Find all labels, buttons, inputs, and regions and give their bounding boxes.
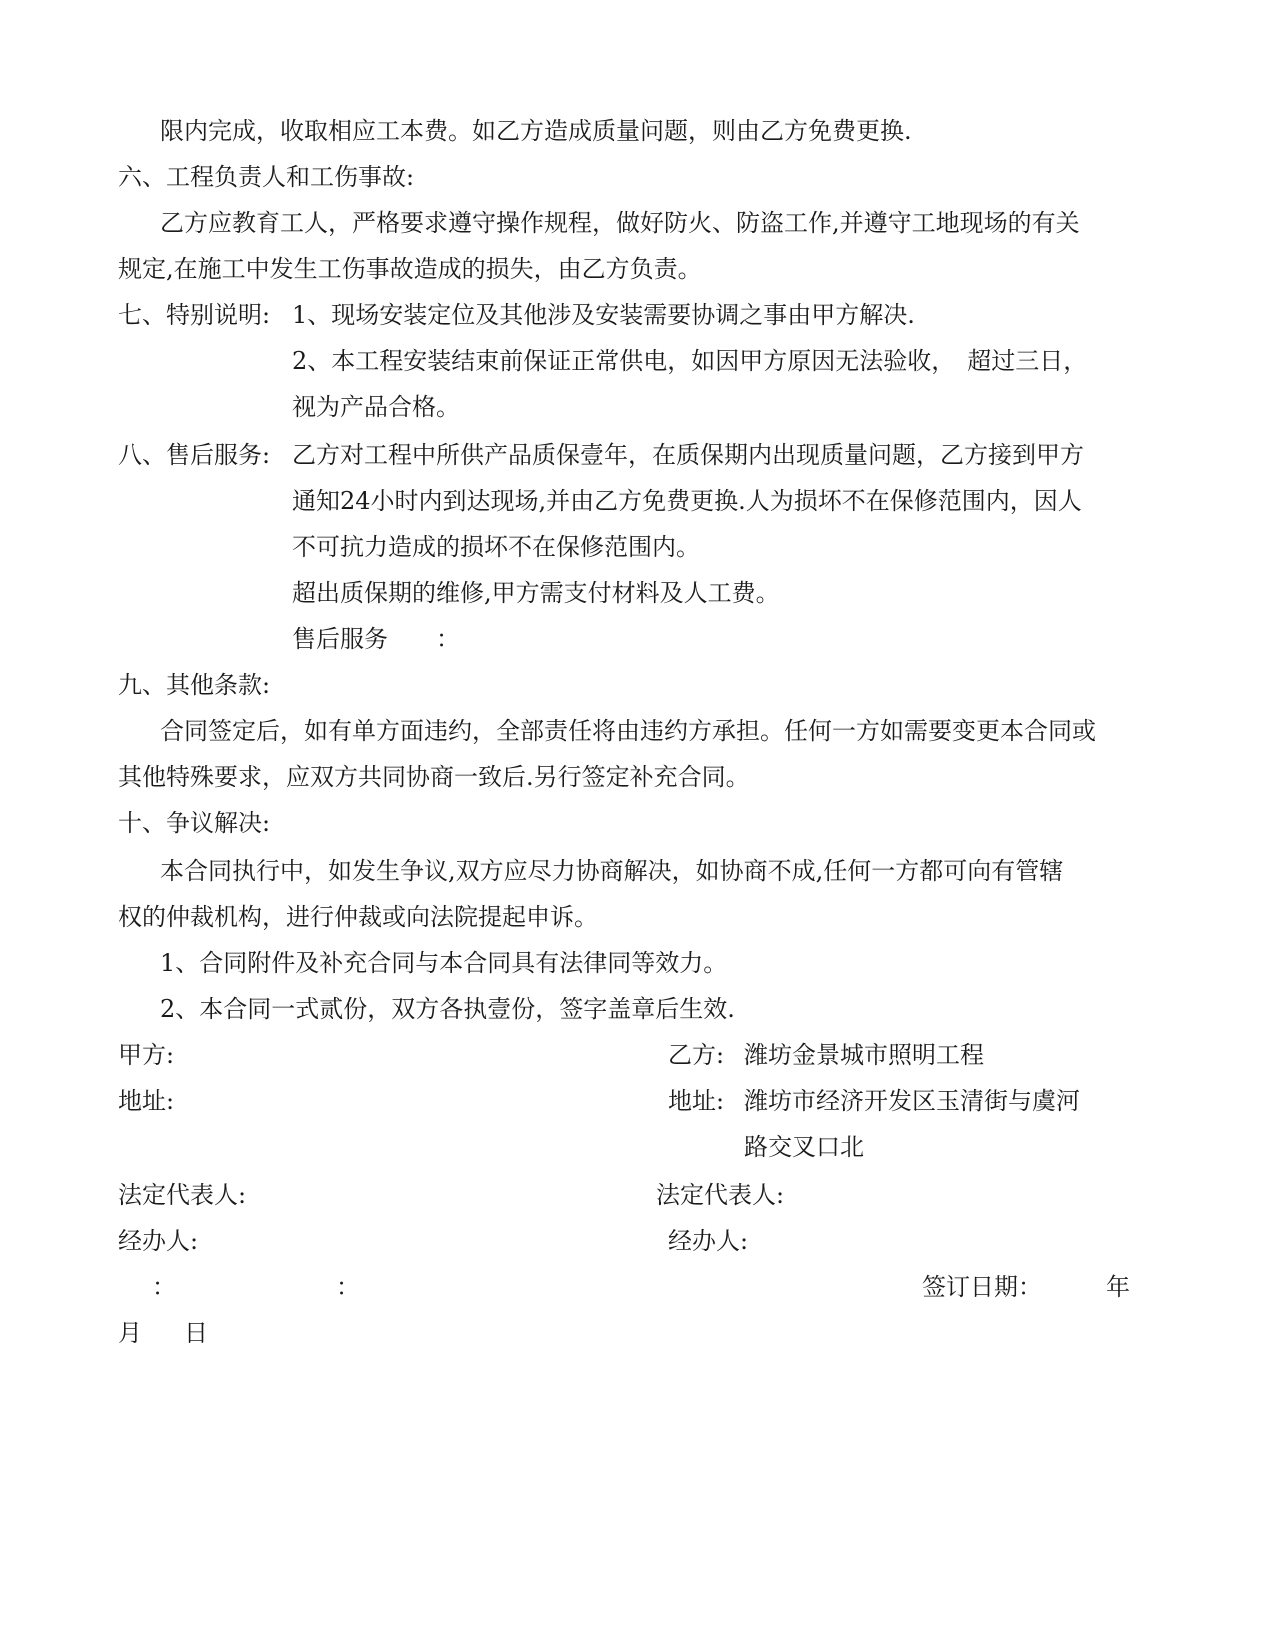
- section7-line-3: 视为产品合格。: [292, 393, 460, 421]
- party-b-name: 潍坊金景城市照明工程: [744, 1041, 984, 1069]
- party-a-agent-label: 经办人:: [118, 1227, 199, 1255]
- colon-mark-1: ：: [152, 1273, 176, 1301]
- party-a-label: 甲方:: [118, 1041, 175, 1069]
- section7-label: 七、特别说明:: [118, 301, 271, 329]
- party-b-label: 乙方:: [668, 1041, 725, 1069]
- section9-line-2: 其他特殊要求，应双方共同协商一致后.另行签定补充合同。: [118, 763, 750, 791]
- party-b-agent-label: 经办人:: [668, 1227, 749, 1255]
- sign-date-label: 签订日期：: [922, 1273, 1042, 1301]
- section8-line-2: 通知24小时内到达现场,并由乙方免费更换.人为损坏不在保修范围内，因人: [292, 487, 1082, 515]
- section8-line-5: 售后服务 ：: [292, 625, 460, 653]
- section8-line-4: 超出质保期的维修,甲方需支付材料及人工费。: [292, 579, 780, 607]
- section7-line-2: 2、本工程安装结束前保证正常供电，如因甲方原因无法验收， 超过三日，: [292, 347, 1088, 375]
- section10-line-2: 权的仲裁机构，进行仲裁或向法院提起申诉。: [118, 903, 598, 931]
- sign-date-year: 年: [1106, 1273, 1130, 1301]
- colon-mark-2: ：: [336, 1273, 360, 1301]
- section7-line-1: 1、现场安装定位及其他涉及安装需要协调之事由甲方解决.: [292, 301, 915, 329]
- party-b-address-line-1: 潍坊市经济开发区玉清街与虞河: [744, 1087, 1080, 1115]
- party-b-address-label: 地址:: [668, 1087, 725, 1115]
- section10-line-1: 本合同执行中，如发生争议,双方应尽力协商解决，如协商不成,任何一方都可向有管辖: [160, 857, 1064, 885]
- section9-heading: 九、其他条款:: [118, 671, 271, 699]
- sign-date-day: 日: [184, 1319, 208, 1347]
- party-b-address-line-2: 路交叉口北: [744, 1133, 864, 1161]
- party-a-rep-label: 法定代表人:: [118, 1181, 247, 1209]
- section6-heading: 六、工程负责人和工伤事故:: [118, 163, 415, 191]
- section8-label: 八、售后服务:: [118, 441, 271, 469]
- section10-heading: 十、争议解决:: [118, 809, 271, 837]
- party-a-address-label: 地址:: [118, 1087, 175, 1115]
- section5-tail: 限内完成，收取相应工本费。如乙方造成质量问题，则由乙方免费更换.: [160, 117, 912, 145]
- section6-line-2: 规定,在施工中发生工伤事故造成的损失，由乙方负责。: [118, 255, 702, 283]
- section9-line-1: 合同签定后，如有单方面违约，全部责任将由违约方承担。任何一方如需要变更本合同或: [160, 717, 1096, 745]
- section8-line-1: 乙方对工程中所供产品质保壹年，在质保期内出现质量问题，乙方接到甲方: [292, 441, 1084, 469]
- section8-line-3: 不可抗力造成的损坏不在保修范围内。: [292, 533, 700, 561]
- section10-clause-1: 1、合同附件及补充合同与本合同具有法律同等效力。: [160, 949, 728, 977]
- party-b-rep-label: 法定代表人:: [656, 1181, 785, 1209]
- section6-line-1: 乙方应教育工人，严格要求遵守操作规程，做好防火、防盗工作,并遵守工地现场的有关: [160, 209, 1080, 237]
- section10-clause-2: 2、本合同一式贰份，双方各执壹份，签字盖章后生效.: [160, 995, 735, 1023]
- sign-date-month: 月: [118, 1319, 142, 1347]
